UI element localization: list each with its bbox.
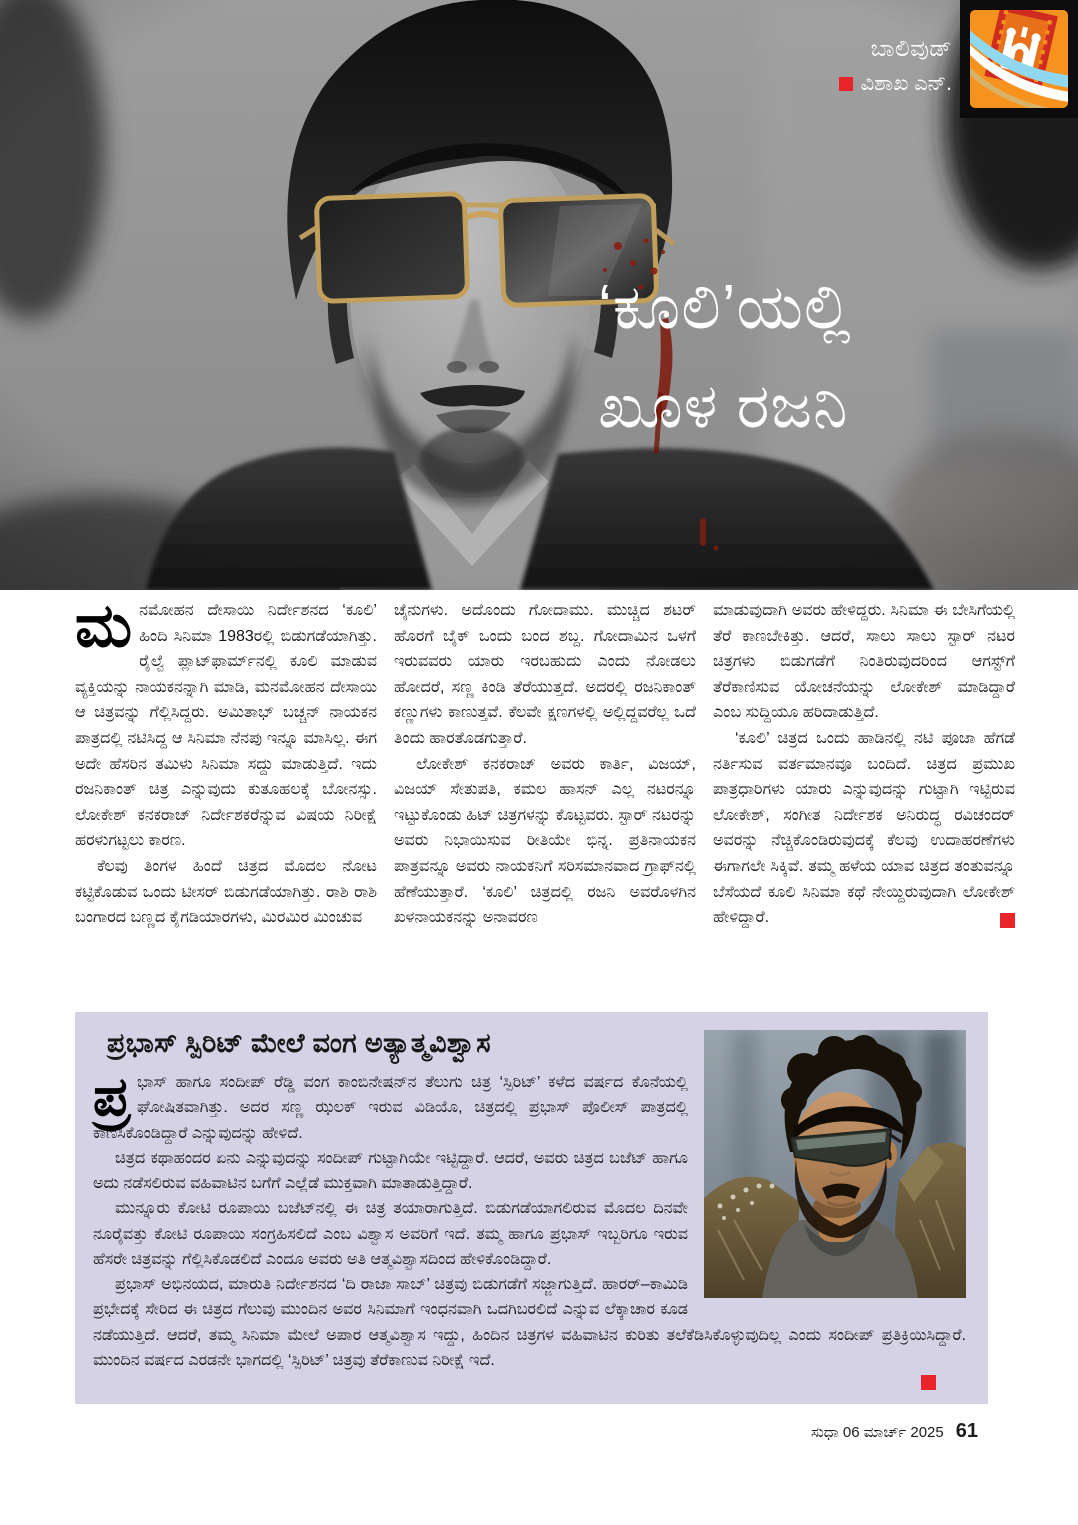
paragraph: ಲೋಕೇಶ್ ಕನಕರಾಜ್ ಅವರು ಕಾರ್ತಿ, ವಿಜಯ್, ವಿಜಯ್ ಸೇತುಪತಿ, ಕಮಲ ಹಾಸನ್ ಎಲ್ಲ ನಟರನ್ನೂ ಇಟ್ಟುಕೊಂಡು ಹಿಟ್ ಚಿತ್ರಗಳನ್ನು ಕೊಟ್ಟವರು. ಸ್ಟಾರ್ ನಟರನ್ನು ಅವರು ನಿಭಾಯಿಸುವ ರೀತಿಯೇ ಭಿನ್ನ. ಪ್ರತಿನಾಯಕನ ಪಾತ್ರವನ್ನೂ ಅವರು ನಾಯಕನಿಗೆ ಸರಿಸಮಾನವಾದ ಗ್ರಾಫ್‌ನಲ್ಲಿ ಹೆಣೆಯುತ್ತಾರೆ. ‘ಕೂಲಿ’ ಚಿತ್ರದಲ್ಲಿ ರಜನಿ ಅವರೊಳಗಿನ ಖಳನಾಯಕನನ್ನು ಅನಾವರಣ [394,755,696,927]
logo-block [960,0,1078,118]
paragraph [75,598,377,854]
paragraph: ಮಾಡುವುದಾಗಿ ಅವರು ಹೇಳಿದ್ದರು. ಸಿನಿಮಾ ಈ ಬೇಸಿಗೆಯಲ್ಲಿ ತೆರೆ ಕಾಣಬೇಕಿತ್ತು. ಆದರೆ, ಸಾಲು ಸಾಲು ಸ್ಟಾರ್ ನಟರ ಚಿತ್ರಗಳು ಬಿಡುಗಡೆಗೆ ನಿಂತಿರುವುದರಿಂದ ಆಗಸ್ಟ್‌ಗೆ ತೆರೆಕಾಣಿಸುವ ಯೋಚನೆಯನ್ನು ಲೋಕೇಶ್ ಮಾಡಿದ್ದಾರೆ ಎಂಬ ಸುದ್ದಿಯೂ ಹರಿದಾಡುತ್ತಿದೆ. [713,602,1015,722]
red-square-bullet-icon [839,77,853,91]
rajinikanth-hero-photo [0,0,1078,590]
paragraph: ಮುನ್ನೂರು ಕೋಟಿ ರೂಪಾಯಿ ಬಜೆಟ್‌ನಲ್ಲಿ ಈ ಚಿತ್ರ ತಯಾರಾಗುತ್ತಿದೆ. ಬಿಡುಗಡೆಯಾಗಲಿರುವ ಮೊದಲ ದಿನವೇ ನೂರೈವತ್ತು ಕೋಟಿ ರೂಪಾಯಿ ಸಂಗ್ರಹಿಸಲಿದೆ ಎಂಬ ವಿಶ್ವಾಸ ಅವರಿಗೆ ಇದೆ. ತಮ್ಮ ಹಾಗೂ ಪ್ರಭಾಸ್ ಇಬ್ಬರಿಗೂ ಇರುವ ಹೆಸರೇ ಚಿತ್ರವನ್ನು ಗೆಲ್ಲಿಸಿಕೊಡಲಿದೆ ಎಂದೂ ಅವರು ಅತಿ ಆತ್ಮವಿಶ್ವಾಸದಿಂದ ಹೇಳಿಕೊಂಡಿದ್ದಾರೆ. [93,1200,688,1268]
page-number: 61 [955,1420,978,1442]
paragraph: ಚಿತ್ರದ ಕಥಾಹಂದರ ಏನು ಎನ್ನುವುದನ್ನು ಸಂದೀಪ್ ಗುಟ್ಟಾಗಿಯೇ ಇಟ್ಟಿದ್ದಾರೆ. ಆದರೆ, ಅವರು ಚಿತ್ರದ ಬಜೆಟ್ ಹಾಗೂ ಅದು ನಡೆಸಲಿರುವ ವಹಿವಾಟಿನ ಬಗೆಗೆ ಎಲ್ಲೆಡೆ ಮುಕ್ತವಾಗಿ ಮಾತಾಡುತ್ತಿದ್ದಾರೆ. [93,1149,688,1193]
issue-date: ಸುಧಾ 06 ಮಾರ್ಚ್ 2025 [811,1424,944,1441]
section-kicker [839,34,952,97]
drop-cap: ಮ [75,598,133,659]
article-column-3 [713,598,1015,1008]
drop-cap: ಪ್ರ [93,1067,130,1127]
paragraph: ಚೈನುಗಳು. ಅದೊಂದು ಗೋದಾಮು. ಮುಚ್ಚಿದ ಶಟರ್ ಹೊರಗೆ ಬೈಕ್ ಒಂದು ಬಂದ ಶಬ್ದ. ಗೋದಾಮಿನ ಒಳಗೆ ಇರುವವರು ಯಾರು ಇರಬಹುದು ಎಂದು ನೋಡಲು ಹೋದರೆ, ಸಣ್ಣ ಕಿಂಡಿ ತೆರೆಯುತ್ತದೆ. ಅದರಲ್ಲಿ ರಜನಿಕಾಂತ್ ಕಣ್ಣುಗಳು ಕಾಣುತ್ತವೆ. ಕೆಲವೇ ಕ್ಷಣಗಳಲ್ಲಿ ಅಲ್ಲಿದ್ದವರೆಲ್ಲ ಒದೆ ತಿಂದು ಹಾರತೊಡಗುತ್ತಾರೆ. [394,602,696,747]
paragraph-text: ಭಾಸ್ ಹಾಗೂ ಸಂದೀಪ್ ರೆಡ್ಡಿ ವಂಗ ಕಾಂಬಿನೇಷನ್‌ನ ತೆಲುಗು ಚಿತ್ರ ‘ಸ್ಪಿರಿಟ್’ ಕಳೆದ ವರ್ಷದ ಕೊನೆಯಲ್ಲಿ ಘೋಷಿತವಾಗಿತ್ತು. ಅದರ ಸಣ್ಣ ಝಲಕ್ ಇರುವ ವಿಡಿಯೊ, ಚಿತ್ರದಲ್ಲಿ ಪ್ರಭಾಸ್ ಪೊಲೀಸ್ ಪಾತ್ರದಲ್ಲಿ ಕಾಣಿಸಿಕೊಂಡಿದ್ದಾರೆ ಎನ್ನುವುದನ್ನು ಹೇಳಿದೆ. [93,1074,688,1142]
article-column-2 [394,598,696,1008]
prabhas-spirit-box [75,1012,988,1404]
article-headline [598,258,1028,456]
article-column-1 [75,598,377,1008]
article-end-mark [1000,913,1015,928]
article-body [75,598,1015,1008]
paragraph: ‘ಕೂಲಿ’ ಚಿತ್ರದ ಒಂದು ಹಾಡಿನಲ್ಲಿ ನಟಿ ಪೂಜಾ ಹೆಗಡೆ ನರ್ತಿಸುವ ವರ್ತಮಾನವೂ ಬಂದಿದೆ. ಚಿತ್ರದ ಪ್ರಮುಖ ಪಾತ್ರಧಾರಿಗಳು ಯಾರು ಎನ್ನುವುದನ್ನು ಗುಟ್ಟಾಗಿ ಇಟ್ಟಿರುವ ಲೋಕೇಶ್, ಸಂಗೀತ ನಿರ್ದೇಶಕ ಅನಿರುದ್ಧ ರವಿಚಂದರ್ ಅವರನ್ನು ನೆಚ್ಚಿಕೊಂಡಿರುವುದಕ್ಕೆ ಕೆಲವು ಉದಾಹರಣೆಗಳು ಈಗಾಗಲೇ ಸಿಕ್ಕಿವೆ. ತಮ್ಮ ಹಳೆಯ ಯಾವ ಚಿತ್ರದ ತಂತುವನ್ನೂ ಬೆಸೆಯದೆ ಕೂಲಿ ಸಿನಿಮಾ ಕಥೆ ನೇಯ್ದಿರುವುದಾಗಿ ಲೋಕೇಶ್ ಹೇಳಿದ್ದಾರೆ. [713,729,1015,927]
paragraph: ಕೆಲವು ತಿಂಗಳ ಹಿಂದೆ ಚಿತ್ರದ ಮೊದಲ ನೋಟ ಕಟ್ಟಿಕೊಡುವ ಒಂದು ಟೀಸರ್ ಬಿಡುಗಡೆಯಾಗಿತ್ತು. ರಾಶಿ ರಾಶಿ ಬಂಗಾರದ ಬಣ್ಣದ ಕೈಗಡಿಯಾರಗಳು, ಮಿರಮಿರ ಮಿಂಚುವ [75,857,377,927]
headline-line-2: ಖೂಳ ರಜನಿ [598,372,849,442]
author-name: ವಿಶಾಖ ಎನ್. [860,71,952,95]
page-footer [811,1420,978,1443]
paragraph: ಪ್ರಭಾಸ್ ಅಭಿನಯದ, ಮಾರುತಿ ನಿರ್ದೇಶನದ ‘ದಿ ರಾಜಾ ಸಾಬ್’ ಚಿತ್ರವು ಬಿಡುಗಡೆಗೆ ಸಜ್ಜಾಗುತ್ತಿದೆ. ಹಾರರ್–ಕಾಮಿಡಿ ಪ್ರಭೇದಕ್ಕೆ ಸೇರಿದ ಈ ಚಿತ್ರದ ಗೆಲುವು ಮುಂದಿನ ಅವರ ಸಿನಿಮಾಗೆ ಇಂಧನವಾಗಿ ಒದಗಿಬರಲಿದೆ ಎನ್ನುವ ಲೆಕ್ಕಾಚಾರ ಕೂಡ ನಡೆಯುತ್ತಿದೆ. ಆದರೆ, ತಮ್ಮ ಸಿನಿಮಾ ಮೇಲೆ ಅಪಾರ ಆತ್ಮವಿಶ್ವಾಸ ಇದ್ದು, ಹಿಂದಿನ ಚಿತ್ರಗಳ ವಹಿವಾಟಿನ ಕುರಿತು ತಲೆಕೆಡಿಸಿಕೊಳ್ಳುವುದಿಲ್ಲ ಎಂದು ಸಂದೀಪ್ ಪ್ರತಿಕ್ರಿಯಿಸಿದ್ದಾರೆ. ಮುಂದಿನ ವರ್ಷದ ಎರಡನೇ ಭಾಗದಲ್ಲಿ ‘ಸ್ಪಿರಿಟ್’ ಚಿತ್ರವು ತೆರೆಕಾಣುವ ನಿರೀಕ್ಷೆ ಇದೆ. [93,1276,966,1369]
box-end-mark [921,1375,936,1390]
paragraph-text: ನಮೋಹನ ದೇಸಾಯಿ ನಿರ್ದೇಶನದ ‘ಕೂಲಿ’ ಹಿಂದಿ ಸಿನಿಮಾ 1983ರಲ್ಲಿ ಬಿಡುಗಡೆಯಾಗಿತ್ತು. ರೈಲ್ವೆ ಪ್ಲಾಟ್‌ಫಾರ್ಮ್‌ನಲ್ಲಿ ಕೂಲಿ ಮಾಡುವ ವ್ಯಕ್ತಿಯನ್ನು ನಾಯಕನನ್ನಾಗಿ ಮಾಡಿ, ಮನಮೋಹನ ದೇಸಾಯಿ ಆ ಚಿತ್ರವನ್ನು ಗೆಲ್ಲಿಸಿದ್ದರು. ಅಮಿತಾಭ್ ಬಚ್ಚನ್ ನಾಯಕನ ಪಾತ್ರದಲ್ಲಿ ನಟಿಸಿದ್ದ ಆ ಸಿನಿಮಾ ನೆನಪು ಇನ್ನೂ ಮಾಸಿಲ್ಲ. ಈಗ ಅದೇ ಹೆಸರಿನ ತಮಿಳು ಸಿನಿಮಾ ಸದ್ದು ಮಾಡುತ್ತಿದೆ. ಇದು ರಜನಿಕಾಂತ್ ಚಿತ್ರ ಎನ್ನುವುದು ಕುತೂಹಲಕ್ಕೆ ಬೋನಸ್ಸು. ಲೋಕೇಶ್ ಕನಕರಾಜ್ ನಿರ್ದೇಶಕರೆನ್ನುವ ವಿಷಯ ನಿರೀಕ್ಷೆ ಹರಳುಗಟ್ಟಲು ಕಾರಣ. [75,602,377,850]
filmstrip-gateway-logo-icon [970,10,1068,108]
prabhas-photo [704,1030,966,1298]
section-label: ಬಾಲಿವುಡ್ [870,35,952,61]
spirit-box-title: ಪ್ರಭಾಸ್ ಸ್ಪಿರಿಟ್ ಮೇಲೆ ವಂಗ ಅತ್ಯಾತ್ಮವಿಶ್ವಾಸ [107,1028,491,1058]
headline-line-1: ‘ಕೂಲಿ’ಯಲ್ಲಿ [598,273,852,342]
byline [839,71,952,97]
